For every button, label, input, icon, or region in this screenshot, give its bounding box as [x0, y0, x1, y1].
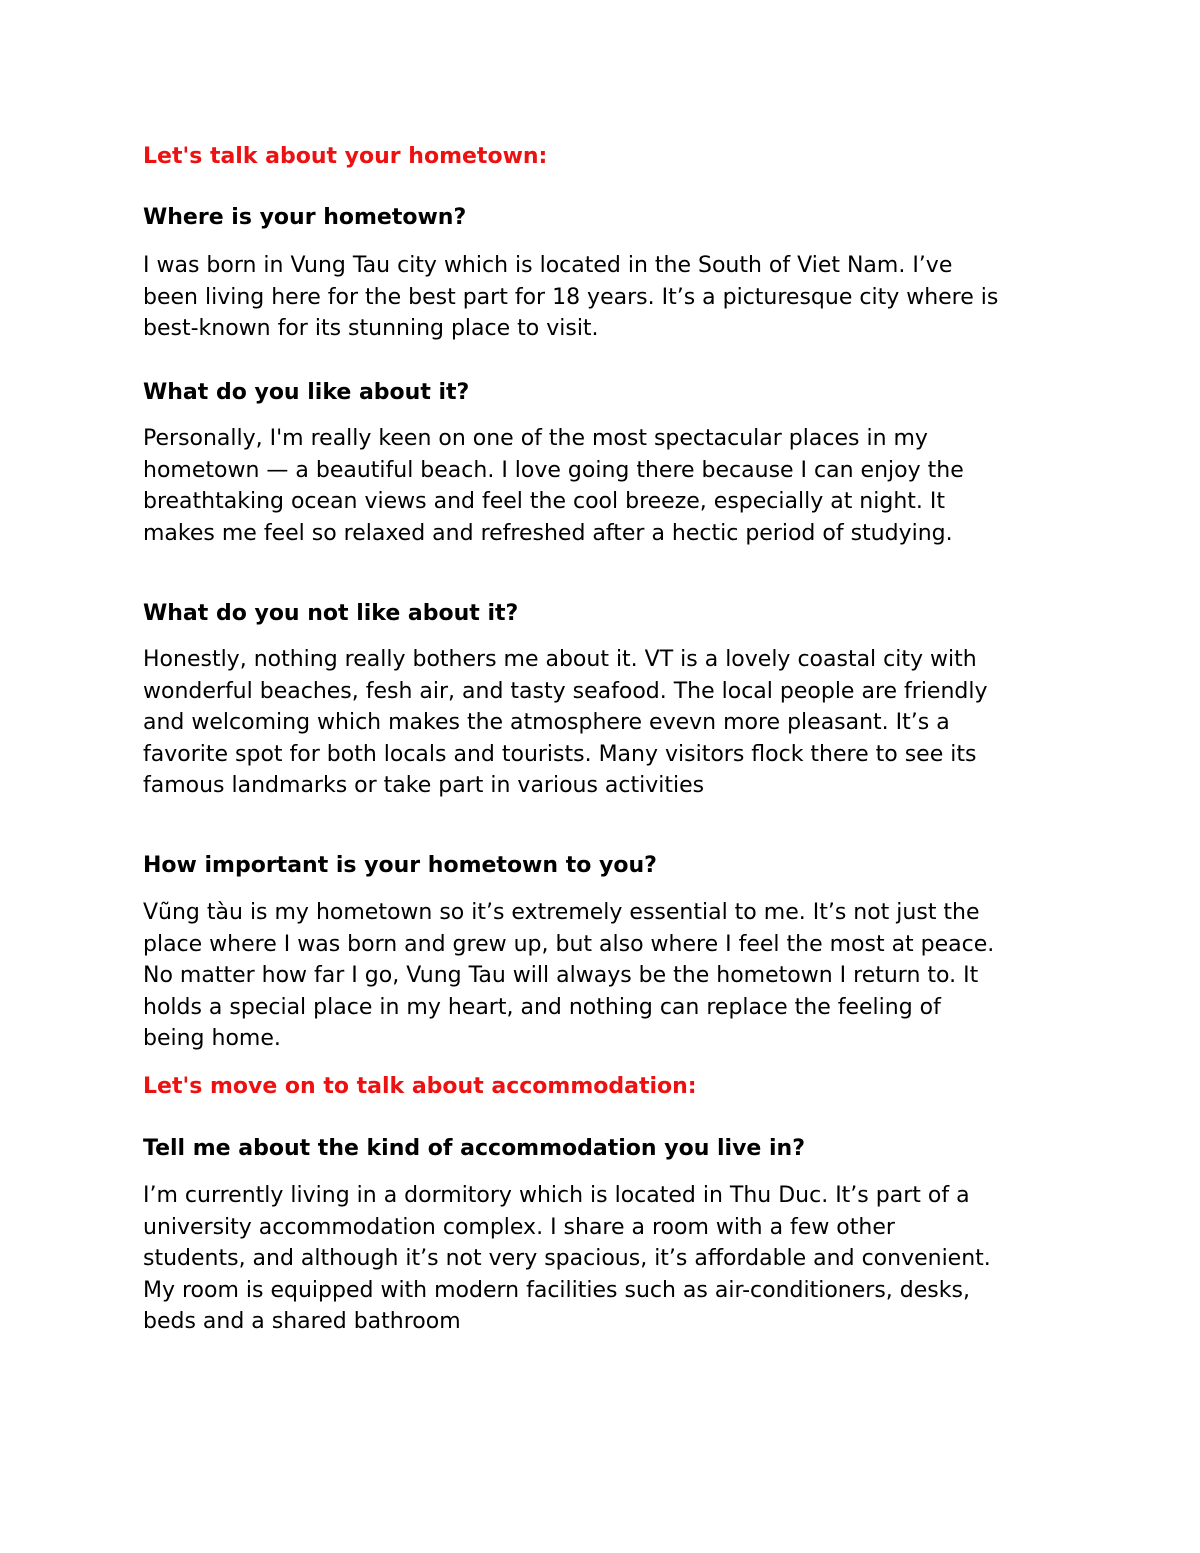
- answer-line: beds and a shared bathroom: [143, 1309, 461, 1334]
- answer-where-hometown: [143, 250, 1073, 345]
- answer-like-about-it: [143, 423, 1073, 549]
- answer-line: I’m currently living in a dormitory which is located in Thu Duc. It’s part of a: [143, 1183, 970, 1208]
- answer-line: hometown — a beautiful beach. I love going there because I can enjoy the: [143, 457, 964, 483]
- answer-line: makes me feel so relaxed and refreshed after a hectic period of studying.: [143, 520, 953, 546]
- question-not-like-about-it: What do you not like about it?: [143, 601, 519, 626]
- answer-line: students, and although it’s not very spacious, it’s affordable and convenient.: [143, 1246, 991, 1271]
- question-how-important: How important is your hometown to you?: [143, 853, 657, 878]
- answer-accommodation-kind: [143, 1180, 1073, 1338]
- question-like-about-it: What do you like about it?: [143, 380, 470, 405]
- answer-line: university accommodation complex. I share a room with a few other: [143, 1214, 895, 1240]
- answer-line: and welcoming which makes the atmosphere evevn more pleasant. It’s a: [143, 710, 950, 735]
- answer-line: Vũng tàu is my hometown so it’s extremely essential to me. It’s not just the: [143, 900, 980, 925]
- answer-how-important: [143, 897, 1073, 1055]
- answer-line: Honestly, nothing really bothers me about it. VT is a lovely coastal city with: [143, 647, 977, 672]
- answer-line: breathtaking ocean views and feel the cool breeze, especially at night. It: [143, 489, 946, 514]
- answer-line: No matter how far I go, Vung Tau will always be the hometown I return to. It: [143, 963, 979, 988]
- answer-line: place where I was born and grew up, but also where I feel the most at peace.: [143, 931, 995, 957]
- question-accommodation-kind: Tell me about the kind of accommodation you live in?: [143, 1136, 805, 1161]
- answer-line: been living here for the best part for 18 years. It’s a picturesque city where is: [143, 284, 999, 310]
- answer-line: best-known for its stunning place to visit.: [143, 316, 599, 341]
- section-title-accommodation: Let's move on to talk about accommodation:: [143, 1074, 697, 1099]
- answer-line: holds a special place in my heart, and nothing can replace the feeling of: [143, 994, 941, 1020]
- answer-line: My room is equipped with modern facilities such as air-conditioners, desks,: [143, 1277, 970, 1303]
- answer-line: Personally, I'm really keen on one of the most spectacular places in my: [143, 426, 928, 451]
- answer-not-like-about-it: [143, 644, 1073, 802]
- answer-line: being home.: [143, 1026, 281, 1051]
- section-title-hometown: Let's talk about your hometown:: [143, 144, 548, 169]
- question-where-hometown: Where is your hometown?: [143, 205, 467, 230]
- answer-line: favorite spot for both locals and tourists. Many visitors flock there to see its: [143, 741, 977, 767]
- answer-line: famous landmarks or take part in various activities: [143, 773, 705, 798]
- answer-line: I was born in Vung Tau city which is located in the South of Viet Nam. I’ve: [143, 253, 953, 278]
- answer-line: wonderful beaches, fesh air, and tasty seafood. The local people are friendly: [143, 678, 988, 704]
